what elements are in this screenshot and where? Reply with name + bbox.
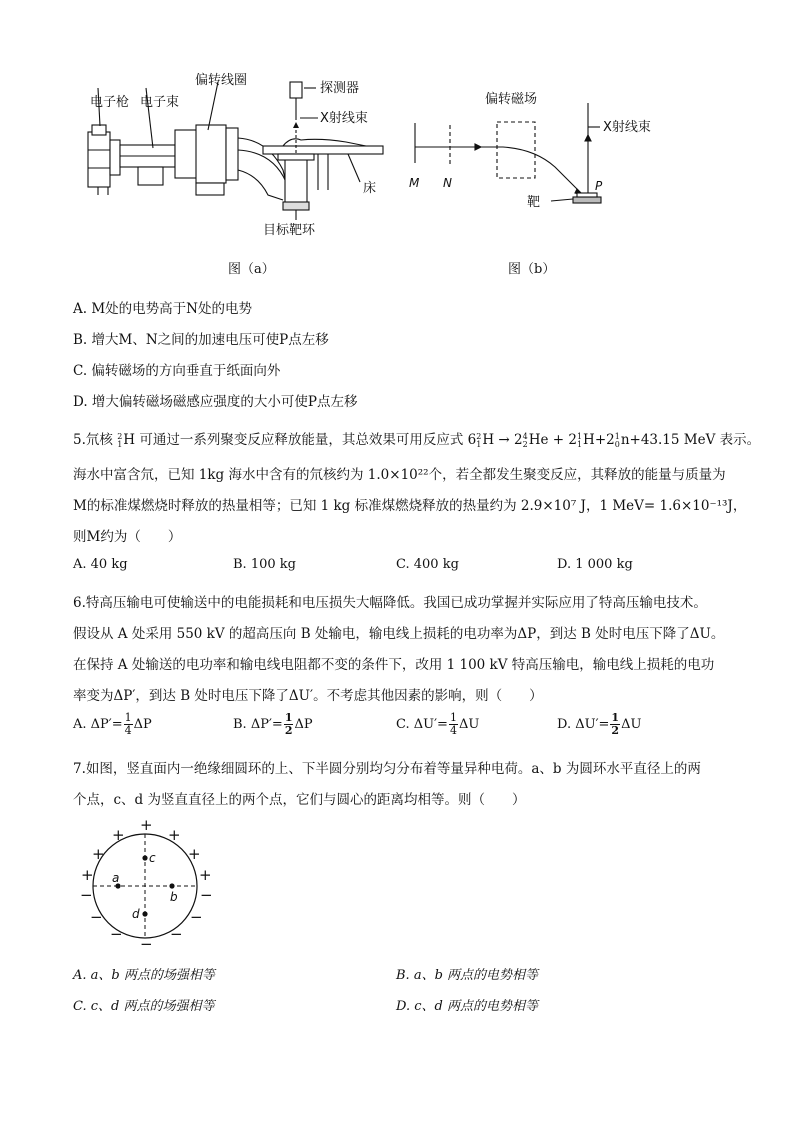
label-N: N [443,176,452,190]
q5-stem-line2: 海水中富含氘，已知 1kg 海水中含有的氘核约为 1.0×10²²个，若全都发生聚变反应，其释放的能量与质量为 [73,467,726,483]
svg-text:−: − [80,886,93,904]
q7-option-a[interactable]: A. a、b 两点的场强相等 [73,968,215,983]
q6-stem-line2: 假设从 A 处采用 550 kV 的超高压向 B 处输电，输电线上损耗的电功率为ΔP，到达 B 处时电压下降了ΔU。 [73,626,725,642]
q5-stem-line4: 则M约为（ ） [73,529,182,545]
q5-option-a[interactable]: A. 40 kg [73,557,128,572]
figure-b-schematic [405,85,690,220]
q6-option-a[interactable]: A. ΔP′= $\frac{1}{4}$ ΔP [73,711,152,737]
q7-option-d[interactable]: D. c、d 两点的电势相等 [396,999,538,1014]
q6-stem-line3: 在保持 A 处输送的电功率和输电线电阻都不变的条件下，改用 1 100 kV 特高压输电，输电线上损耗的电功 [73,657,715,673]
label-deflection-field: 偏转磁场 [485,92,538,107]
q6-stem-line4: 率变为ΔP′，到达 B 处时电压下降了ΔU′。不考虑其他因素的影响，则（ ） [73,688,543,704]
svg-text:+: + [199,866,212,884]
q4-option-c[interactable]: C. 偏转磁场的方向垂直于纸面向外 [73,363,281,379]
q7-stem-line1: 7.如图，竖直面内一绝缘细圆环的上、下半圆分别均匀分布着等量异种电荷。a、b 为圆环水平直径上的两 [73,761,701,777]
svg-text:+: + [81,866,94,884]
q6-option-d[interactable]: D. ΔU′= $\frac{1}{2}$ ΔU [557,711,642,737]
svg-text:−: − [90,908,103,926]
q6-stem-line1: 6.特高压输电可使输送中的电能损耗和电压损失大幅降低。我国已成功掌握并实际应用了特高压输电技术。 [73,595,707,611]
label-target: 靶 [527,195,541,210]
figure-a-ct-scanner [78,70,398,245]
svg-text:−: − [110,925,123,943]
q6-option-b[interactable]: B. ΔP′= $\frac{1}{2}$ ΔP [233,711,313,737]
negative-charges [80,886,213,953]
label-deflection-coil: 偏转线圈 [195,73,248,88]
label-P: P [595,179,603,193]
svg-text:−: − [190,908,203,926]
label-detector: 探测器 [320,81,360,96]
label-xray-beam-a: X射线束 [320,111,368,126]
q5-option-c[interactable]: C. 400 kg [396,557,459,572]
svg-text:+: + [92,845,105,863]
svg-text:−: − [140,935,153,953]
point-c-label: c [149,851,156,865]
label-xray-beam-b: X射线束 [603,120,651,135]
label-M: M [409,176,420,190]
svg-text:+: + [168,826,181,844]
q7-ring-figure [78,818,218,953]
svg-text:+: + [140,818,153,834]
svg-text:+: + [112,826,125,844]
q5-stem-line3: M的标准煤燃烧时释放的热量相等；已知 1 kg 标准煤燃烧释放的热量约为 2.9×10⁷ J，1 MeV= 1.6×10⁻¹³J， [73,498,747,514]
svg-text:+: + [188,845,201,863]
q5-option-d[interactable]: D. 1 000 kg [557,557,633,572]
q5-option-b[interactable]: B. 100 kg [233,557,296,572]
reaction-equation: 6 2 1 H → 2 4 2 He + 2 1 1 H+2 1 0 n [467,431,630,449]
label-electron-beam: 电子束 [140,95,180,110]
caption-figure-a: 图（a） [228,262,275,277]
svg-text:−: − [170,925,183,943]
q4-option-d[interactable]: D. 增大偏转磁场磁感应强度的大小可使P点左移 [73,394,358,410]
q4-option-b[interactable]: B. 增大M、N之间的加速电压可使P点左移 [73,332,329,348]
q5-stem-line1: 5.氘核 2 1 H 可通过一系列聚变反应释放能量，其总效果可用反应式 6 2 1 H → 2 4 2 He + 2 1 1 H+2 1 0 n+43.15 MeV 表示。 [73,431,761,449]
deuteron-symbol: 2 1 H [117,431,136,449]
q7-option-c[interactable]: C. c、d 两点的场强相等 [73,999,215,1014]
q7-stem-line2: 个点，c、d 为竖直直径上的两个点，它们与圆心的距离均相等。则（ ） [73,792,526,808]
label-target-ring: 目标靶环 [263,223,316,238]
caption-figure-b: 图（b） [508,262,556,277]
q7-option-b[interactable]: B. a、b 两点的电势相等 [396,968,539,983]
positive-charges [81,818,212,884]
point-d-label: d [132,907,140,921]
point-a-label: a [112,871,120,885]
point-b-label: b [170,890,178,904]
q4-option-a[interactable]: A. M处的电势高于N处的电势 [73,301,252,317]
label-bed: 床 [363,181,377,196]
label-electron-gun: 电子枪 [90,95,130,110]
svg-text:−: − [200,886,213,904]
q6-option-c[interactable]: C. ΔU′= $\frac{1}{4}$ ΔU [396,711,480,737]
